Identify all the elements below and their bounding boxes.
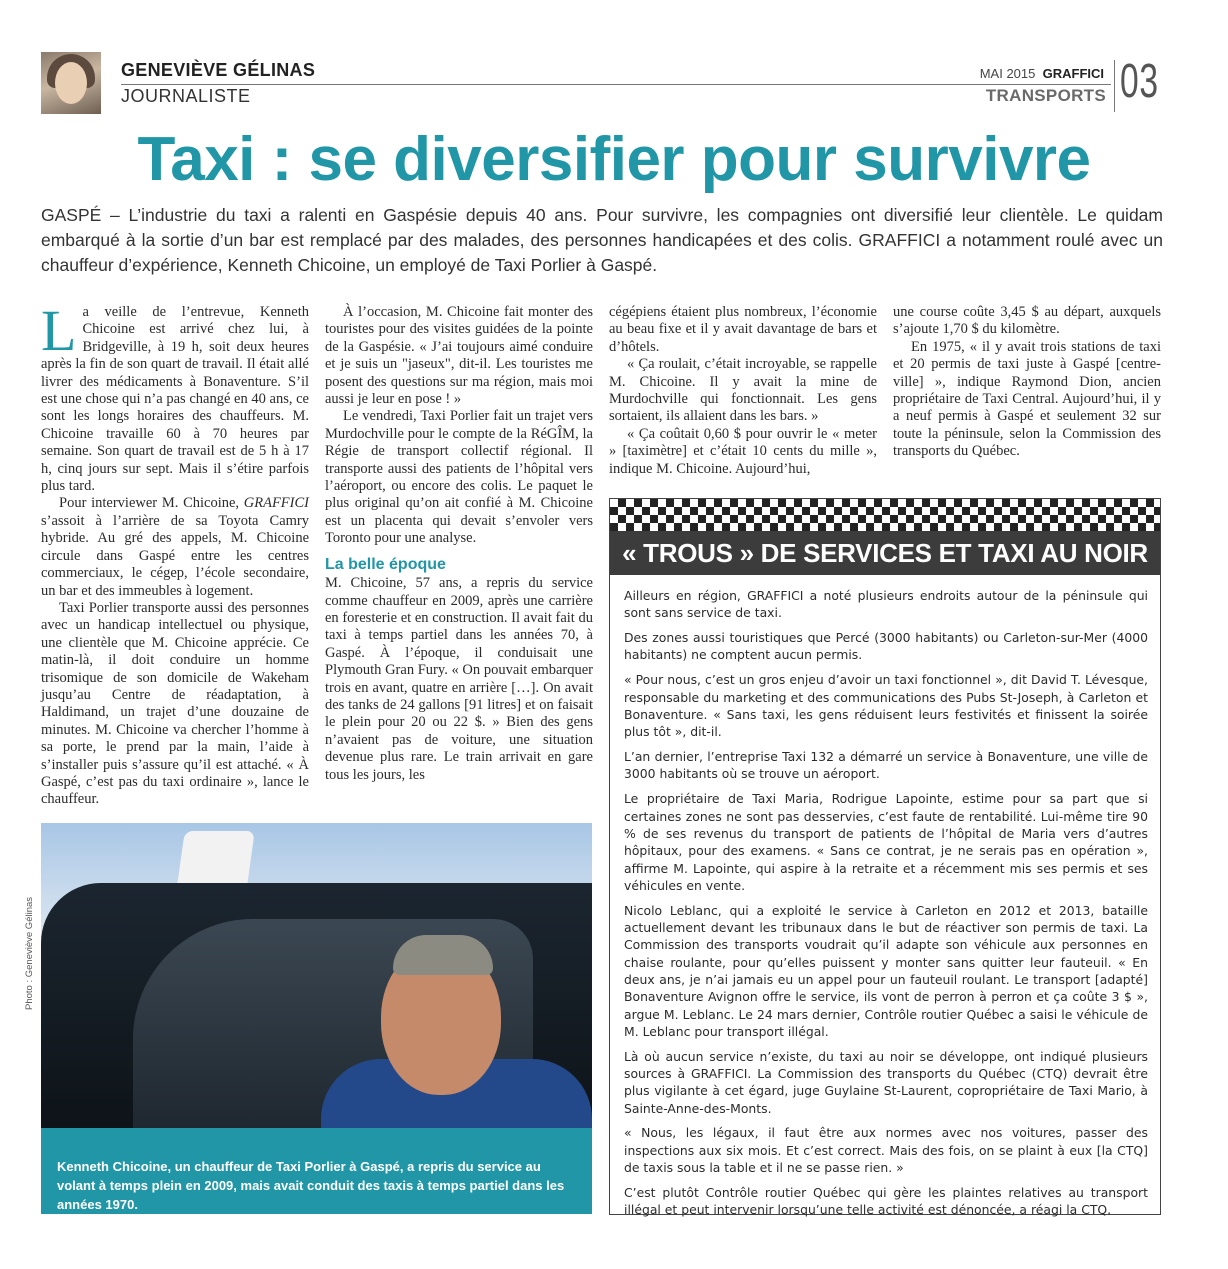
sidebar-title: « TROUS » DE SERVICES ET TAXI AU NOIR	[610, 531, 1160, 575]
paragraph: Le vendredi, Taxi Porlier fait un trajet vers Murdochville pour le compte de la RéGÎM, la Régie de transport collectif régional. Il transporte aussi des patients de l’hôpital vers l’aéroport, ou encore des colis. Le paquet le plus original qu’on ait confié à M. Chicoine est un placenta qui devait s’envoler vers Toronto pour une analyse.	[325, 408, 593, 547]
article-lede: GASPÉ – L’industrie du taxi a ralenti en Gaspésie depuis 40 ans. Pour survivre, les compagnies ont diversifié leur clientèle. Le quidam embarqué à la sortie d’un bar est remplacé par des malades, des personnes handicapées et des colis. GRAFFICI a notamment roulé avec un chauffeur d’expérience, Kenneth Chicoine, un employé de Taxi Porlier à Gaspé.	[41, 205, 1163, 275]
article-photo	[41, 823, 592, 1128]
photo-credit: Photo : Geneviève Gélinas	[24, 896, 35, 1010]
sidebar-paragraph: Nicolo Leblanc, qui a exploité le service à Carleton en 2012 et 2013, bataille actuellement devant les tribunaux dans le but de réactiver son permis de taxi. La Commission des transports voudrait qu’il adapte son véhicule aux personnes en chaise roulante, pour qu’elles puissent y monter sans quitter leur fauteuil. « En deux ans, je n’ai jamais eu un appel pour un fauteuil roulant. Le transport [adapté] Bonaventure Avignon offre le service, ils vont de perron à perron et ça coûte 3 $ », argue M. Leblanc. Le 24 mars dernier, Contrôle routier Québec a saisi le véhicule de M. Leblanc pour transport illégal.	[624, 902, 1148, 1039]
article-column-3	[609, 304, 877, 478]
sidebar-paragraph: Des zones aussi touristiques que Percé (3000 habitants) ou Carleton-sur-Mer (4000 habitants) ne comptent aucun permis.	[624, 630, 1148, 663]
paragraph: En 1975, « il y avait trois stations de taxi et 20 permis de taxi juste à Gaspé [centre-ville] », indique Raymond Dion, ancien propriétaire de Taxi Central. Aujourd’hui, il y a neuf permis à Gaspé et seulement 32 sur toute la péninsule, selon la Commission des transports du Québec.	[893, 338, 1161, 460]
paragraph: une course coûte 3,45 $ au départ, auxquels s’ajoute 1,70 $ du kilomètre.	[893, 304, 1161, 338]
subhead: La belle époque	[325, 555, 446, 573]
article-title: Taxi : se diversifier pour survivre	[137, 125, 1091, 194]
publication-emphasis: GRAFFICI	[243, 495, 309, 512]
author-name: GENEVIÈVE GÉLINAS	[121, 60, 316, 80]
article-column-1	[41, 298, 309, 809]
author-photo	[41, 52, 101, 114]
page-number-separator	[1114, 60, 1115, 112]
paragraph-text: Pour interviewer M. Chicoine,	[59, 495, 244, 512]
paragraph: À l’occasion, M. Chicoine fait monter des touristes pour des visites guidées de la pointe de la Gaspésie. « J’ai toujours aimé conduire et je suis un "jaseux", dit-il. Les touristes me posent des questions sur ma région, mais moi aussi je leur en pose ! »	[325, 304, 593, 408]
paragraph-text: s’assoit à l’arrière de sa Toyota Camry hybride. Au gré des appels, M. Chicoine circule dans Gaspé entre les centres commerciaux, le cégep, l’école secondaire, un bar et des immeubles à logement.	[41, 512, 309, 599]
issue-info	[980, 66, 1104, 81]
sidebar-paragraph: L’an dernier, l’entreprise Taxi 132 a démarré un service à Bonaventure, une ville de 3000 habitants où se trouve un aéroport.	[624, 749, 1148, 782]
article-column-2	[325, 304, 593, 784]
header-rule	[121, 84, 1111, 85]
section-name: TRANSPORTS	[985, 86, 1106, 105]
sidebar-paragraph: « Pour nous, c’est un gros enjeu d’avoir un taxi fonctionnel », dit David T. Lévesque, responsable du marketing et des communications des Pubs St-Joseph, à Carleton et Bonaventure. « Sans taxi, les gens réduisent leurs festivités et finissent la soirée plus tôt », dit-il.	[624, 672, 1148, 740]
paragraph: Taxi Porlier transporte aussi des personnes avec un handicap intellectuel ou physique, une clientèle que M. Chicoine apprécie. Ce matin-là, il doit conduire un homme trisomique de son domicile de Wakeham jusqu’au Centre de réadaptation, à Haldimand, un trajet d’une douzaine de minutes. M. Chicoine va chercher l’homme à sa porte, le prend par la main, l’aide à s’installer puis s’assure qu’il est attaché. « À Gaspé, c’est pas du taxi ordinaire », lance le chauffeur.	[41, 599, 309, 808]
photo-driver-hair	[393, 935, 493, 975]
page-number: 03	[1120, 55, 1159, 108]
paragraph	[41, 495, 309, 599]
issue-date: MAI 2015	[979, 66, 1036, 81]
sidebar-paragraph: « Nous, les légaux, il faut être aux normes avec nos voitures, passer des inspections aux six mois. Et c’est correct. Mais des fois, on se plaint à eux [la CTQ] de taxis sous la table et il ne se passe rien. »	[624, 1125, 1148, 1176]
author-photo-face	[55, 62, 87, 104]
sidebar-body	[624, 587, 1148, 1226]
taxi-roof-sign	[177, 831, 255, 885]
sidebar-paragraph: Ailleurs en région, GRAFFICI a noté plusieurs endroits autour de la péninsule qui sont sans service de taxi.	[624, 588, 1148, 621]
paragraph: « Ça roulait, c’était incroyable, se rappelle M. Chicoine. Il y avait la mine de Murdochville qui fonctionnait. Les gens sortaient, ils allaient dans les bars. »	[609, 356, 877, 425]
paragraph: M. Chicoine, 57 ans, a repris du service comme chauffeur en 2009, après une carrière en foresterie et en construction. Il avait fait du taxi à temps partiel dans les années 70, à Gaspé. À l’époque, il conduisait une Plymouth Gran Fury. « On pouvait embarquer trois en avant, quatre en arrière […]. On avait des tanks de 24 gallons [91 litres] et on faisait le plein pour 20 ou 22 $. » Bien des gens n’avaient pas de voiture, une situation devenue plus rare. Le train arrivait en gare tous les jours, les	[325, 575, 593, 783]
paragraph: cégépiens étaient plus nombreux, l’économie au beau fixe et il y avait davantage de bars et d’hôtels.	[609, 304, 877, 355]
sidebar-box	[609, 498, 1161, 1218]
publication-name: GRAFFICI	[1042, 66, 1104, 81]
author-role: JOURNALISTE	[121, 86, 251, 106]
paragraph-text: a veille de l’entrevue, Kenneth Chicoine est arrivé chez lui, à Bridgeville, à 19 h, soit deux heures après la fin de son quart de travail. Il était allé livrer des médicaments à Bonaventure. S’il est une chose qui n’a pas changé en 40 ans, ce sont les longs horaires des chauffeurs. M. Chicoine travaille 60 à 70 heures par semaine. Son quart de travail est de 5 h à 17 h, cinq jours sur sept. Mais il s’étire parfois plus tard.	[41, 304, 309, 495]
paragraph	[41, 298, 309, 495]
article-column-4	[893, 304, 1161, 461]
checker-pattern	[610, 499, 1160, 531]
sidebar-paragraph: C’est plutôt Contrôle routier Québec qui gère les plaintes relatives au transport illégal et peut intervenir lorsqu’une telle activité est dénoncée, a réagi la CTQ.	[624, 1184, 1148, 1218]
sidebar-paragraph: Là où aucun service n’existe, du taxi au noir se développe, ont indiqué plusieurs sources à GRAFFICI. La Commission des transports du Québec (CTQ) devrait être plus vigilante à cet égard, juge Guylaine St-Laurent, copropriétaire de Taxi Mario, à Sainte-Anne-des-Monts.	[624, 1048, 1148, 1116]
photo-caption: Kenneth Chicoine, un chauffeur de Taxi Porlier à Gaspé, a repris du service au volant à temps plein en 2009, mais avait conduit des taxis à temps partiel dans les années 1970.	[41, 1128, 592, 1214]
paragraph: « Ça coûtait 0,60 $ pour ouvrir le « meter » [taximètre] et c’était 10 cents du mille », indique M. Chicoine. Aujourd’hui,	[609, 425, 877, 477]
drop-cap: L	[41, 298, 77, 363]
sidebar-paragraph: Le propriétaire de Taxi Maria, Rodrigue Lapointe, estime pour sa part que si certaines zones ne sont pas desservies, c’est faute de rentabilité. Lui-même tire 90 % de ses revenus du transport de patients de l’hôpital de Maria vers d’autres hôpitaux, pour des examens. « Sans ce contrat, je ne serais pas en opération », affirme M. Lapointe, qui aspire à la retraite et a récemment mis ses permis et ses véhicules en vente.	[624, 791, 1148, 893]
